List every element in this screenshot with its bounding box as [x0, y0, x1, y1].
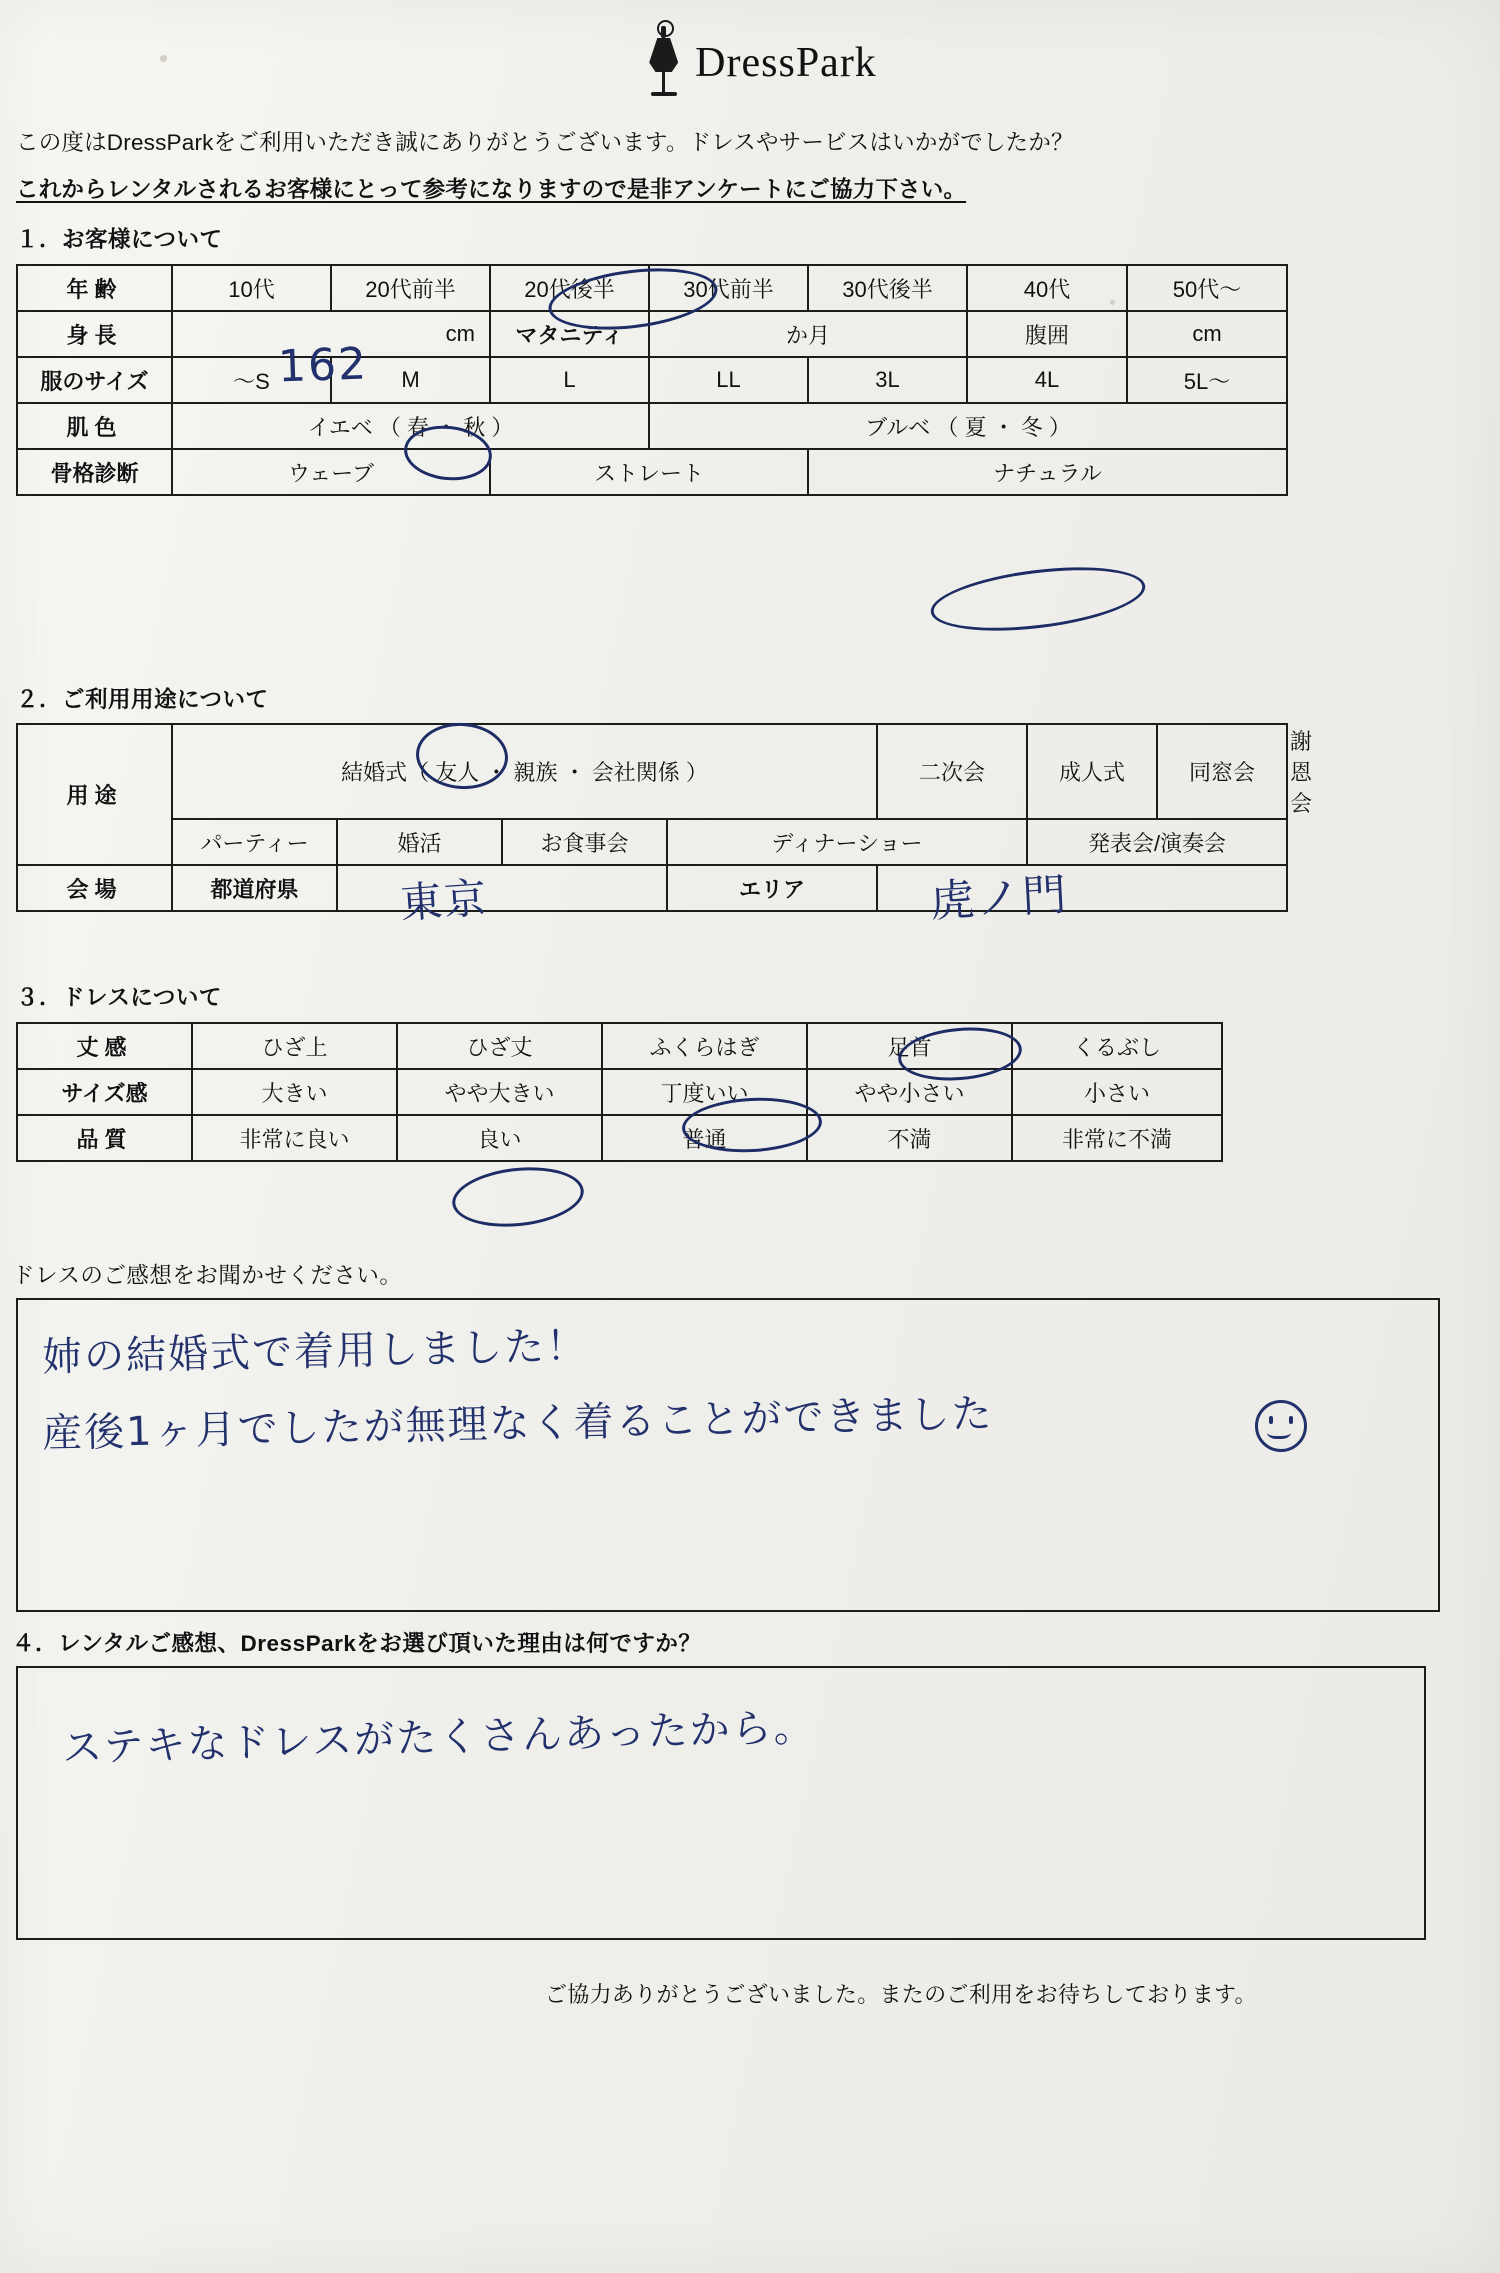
prefecture-label: 都道府県 [172, 865, 337, 911]
size-option-3[interactable]: LL [649, 357, 808, 403]
purpose-matchmaking[interactable]: 婚活 [337, 819, 502, 865]
intro-line-2: これからレンタルされるお客様にとって参考になりますので是非アンケートにご協力下さい。 [16, 177, 967, 202]
handwritten-height: 162 [277, 338, 369, 393]
purpose-dining[interactable]: お食事会 [502, 819, 667, 865]
quality-option-2[interactable]: 普通 [602, 1115, 807, 1161]
age-option-0[interactable]: 10代 [172, 265, 331, 311]
purpose-reunion[interactable]: 同窓会 [1157, 724, 1287, 819]
table-row-length [17, 1023, 1222, 1069]
quality-option-1[interactable]: 良い [397, 1115, 602, 1161]
purpose-recital[interactable]: 発表会/演奏会 [1027, 819, 1287, 865]
purpose-table [16, 723, 1313, 912]
circle-mark-bone [927, 557, 1148, 641]
intro-line-1: この度はDressParkをご利用いただき誠にありがとうございます。ドレスやサービスはいかがでしたか？ [16, 130, 1074, 155]
table-row-age [17, 265, 1287, 311]
table-row-skin-tone [17, 403, 1287, 449]
question-4-label: ４．レンタルご感想、DressParkをお選び頂いた理由は何ですか？ [12, 1631, 702, 1656]
maternity-label: マタニティ [490, 311, 649, 357]
skin-tone-option-0[interactable]: イエベ （ 春 ・ 秋 ） [172, 403, 649, 449]
table-row-fit [17, 1069, 1222, 1115]
table-row-bone-type [17, 449, 1287, 495]
table-row-purpose-2 [17, 819, 1287, 865]
maternity-months[interactable]: か月 [649, 311, 967, 357]
brand-name: DressPark [695, 40, 877, 86]
table-row-size [17, 357, 1287, 403]
size-option-2[interactable]: L [490, 357, 649, 403]
impression-hand-line-1: 姉の結婚式で着用しました！ [41, 1323, 589, 1381]
purpose-dinner-show[interactable]: ディナーショー [667, 819, 1027, 865]
paper-speck [160, 55, 167, 62]
row-label-length: 丈感 [17, 1023, 192, 1069]
length-option-0[interactable]: ひざ上 [192, 1023, 397, 1069]
belly-unit[interactable]: cm [1127, 311, 1287, 357]
quality-option-0[interactable]: 非常に良い [192, 1115, 397, 1161]
fit-option-1[interactable]: やや大きい [397, 1069, 602, 1115]
dress-feedback-table [16, 1022, 1223, 1162]
brand-logo [560, 18, 960, 108]
age-option-3[interactable]: 30代前半 [649, 265, 808, 311]
age-option-4[interactable]: 30代後半 [808, 265, 967, 311]
row-label-venue: 会場 [17, 865, 172, 911]
footer-thanks: ご協力ありがとうございました。またのご利用をお待ちしております。 [545, 1982, 1257, 2007]
length-option-2[interactable]: ふくらはぎ [602, 1023, 807, 1069]
row-label-purpose: 用途 [17, 724, 172, 865]
length-option-4[interactable]: くるぶし [1012, 1023, 1222, 1069]
size-option-5[interactable]: 4L [967, 357, 1127, 403]
length-option-3[interactable]: 足首 [807, 1023, 1012, 1069]
age-option-1[interactable]: 20代前半 [331, 265, 490, 311]
handwritten-prefecture: 東京 [398, 872, 490, 929]
size-option-0[interactable]: 〜S [172, 357, 331, 403]
purpose-after-party[interactable]: 二次会 [877, 724, 1027, 819]
table-row-venue [17, 865, 1287, 911]
length-option-1[interactable]: ひざ丈 [397, 1023, 602, 1069]
quality-option-3[interactable]: 不満 [807, 1115, 1012, 1161]
skin-tone-option-1[interactable]: ブルベ （ 夏 ・ 冬 ） [649, 403, 1287, 449]
dress-form-icon [643, 24, 685, 102]
row-label-height: 身長 [17, 311, 172, 357]
circle-mark-quality [449, 1161, 586, 1232]
belly-label: 腹囲 [967, 311, 1127, 357]
row-label-clothing-size: 服のサイズ [17, 357, 172, 403]
row-label-quality: 品質 [17, 1115, 192, 1161]
quality-option-4[interactable]: 非常に不満 [1012, 1115, 1222, 1161]
table-row-quality [17, 1115, 1222, 1161]
row-label-skin-tone: 肌色 [17, 403, 172, 449]
table-row-purpose-1: 用途 結婚式（ 友人 ・ 親族 ・ 会社関係 ） 二次会 成人式 同窓会 謝恩会 [17, 724, 1287, 819]
impression-label: ドレスのご感想をお聞かせください。 [12, 1263, 403, 1288]
bone-option-1[interactable]: ストレート [490, 449, 808, 495]
age-option-5[interactable]: 40代 [967, 265, 1127, 311]
bone-option-0[interactable]: ウェーブ [172, 449, 490, 495]
fit-option-4[interactable]: 小さい [1012, 1069, 1222, 1115]
row-label-age: 年齢 [17, 265, 172, 311]
impression-hand-line-2: 産後1ヶ月でしたが無理なく着ることができました [41, 1391, 994, 1457]
age-option-6[interactable]: 50代〜 [1127, 265, 1287, 311]
section-1-title: １．お客様について [16, 227, 223, 252]
prefecture-value-cell[interactable] [337, 865, 667, 911]
area-label: エリア [667, 865, 877, 911]
height-unit[interactable]: cm [172, 311, 490, 357]
purpose-coming-of-age[interactable]: 成人式 [1027, 724, 1157, 819]
age-option-2[interactable]: 20代後半 [490, 265, 649, 311]
fit-option-3[interactable]: やや小さい [807, 1069, 1012, 1115]
section-2-title: ２．ご利用用途について [16, 687, 269, 712]
row-label-bone-type: 骨格診断 [17, 449, 172, 495]
size-option-1[interactable]: M [331, 357, 490, 403]
section-3-title: ３．ドレスについて [16, 985, 222, 1010]
customer-info-table [16, 264, 1288, 496]
row-label-fit: サイズ感 [17, 1069, 192, 1115]
fit-option-2[interactable]: 丁度いい [602, 1069, 807, 1115]
question-4-hand-answer: ステキなドレスがたくさんあったから。 [61, 1704, 817, 1772]
table-row-height [17, 311, 1287, 357]
bone-option-2[interactable]: ナチュラル [808, 449, 1287, 495]
purpose-party[interactable]: パーティー [172, 819, 337, 865]
smiley-icon [1255, 1400, 1307, 1452]
handwritten-area: 虎ノ門 [928, 869, 1070, 928]
fit-option-0[interactable]: 大きい [192, 1069, 397, 1115]
size-option-4[interactable]: 3L [808, 357, 967, 403]
size-option-6[interactable]: 5L〜 [1127, 357, 1287, 403]
purpose-wedding[interactable]: 結婚式（ 友人 ・ 親族 ・ 会社関係 ） [172, 724, 877, 819]
